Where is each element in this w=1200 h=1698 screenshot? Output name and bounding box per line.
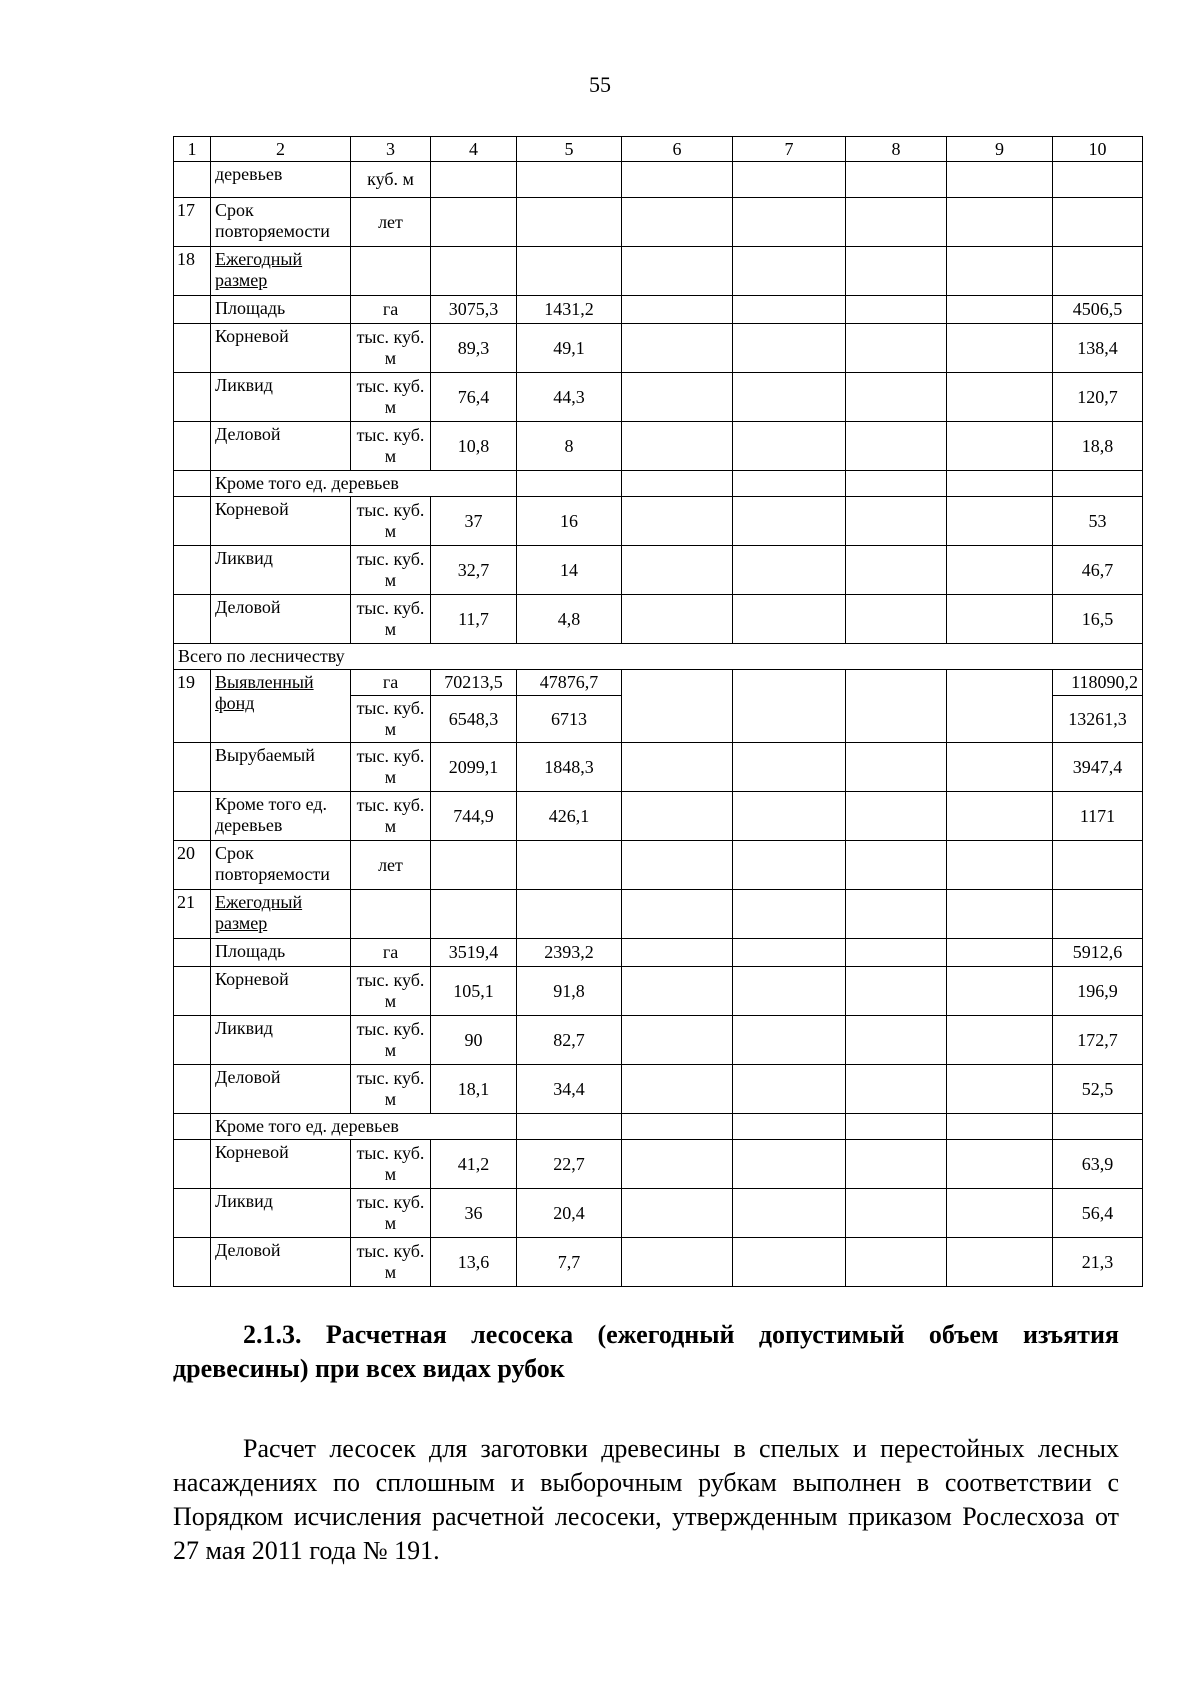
page-number: 55	[589, 72, 611, 97]
empty-cell	[622, 1140, 733, 1189]
unit-cell: лет	[351, 841, 431, 890]
empty-cell	[733, 792, 846, 841]
empty-cell	[733, 1016, 846, 1065]
indicator-name-cell: деревьев	[211, 162, 351, 198]
empty-cell	[947, 162, 1053, 198]
col5-value-cell: 20,4	[517, 1189, 622, 1238]
empty-cell	[733, 162, 846, 198]
table-row	[174, 324, 1143, 373]
indicator-name-cell: Кроме того ед. деревьев	[211, 792, 351, 841]
row-number-cell	[174, 471, 211, 497]
col5-value-cell: 1848,3	[517, 743, 622, 792]
row-number-cell	[174, 1238, 211, 1287]
empty-cell	[846, 890, 947, 939]
empty-cell	[947, 296, 1053, 324]
col5-value-cell: 6713	[517, 696, 622, 743]
total-value-cell: 138,4	[1053, 324, 1143, 373]
col5-value-cell	[517, 198, 622, 247]
col5-value-cell: 47876,7	[517, 670, 622, 696]
empty-cell	[846, 967, 947, 1016]
indicator-name-cell: Ликвид	[211, 1016, 351, 1065]
table-row	[174, 546, 1143, 595]
column-number-cell: 3	[351, 137, 431, 162]
indicator-name-cell: Ежегодный размер	[211, 247, 351, 296]
col5-value-cell: 426,1	[517, 792, 622, 841]
empty-cell	[622, 1114, 733, 1140]
col5-value-cell: 7,7	[517, 1238, 622, 1287]
empty-cell	[846, 939, 947, 967]
col5-value-cell	[517, 890, 622, 939]
empty-cell	[947, 373, 1053, 422]
column-number-cell: 4	[431, 137, 517, 162]
indicator-name-cell: Ликвид	[211, 546, 351, 595]
empty-cell	[622, 743, 733, 792]
unit-cell: тыс. куб. м	[351, 1140, 431, 1189]
table-row	[174, 198, 1143, 247]
row-number-cell	[174, 1016, 211, 1065]
empty-cell	[622, 967, 733, 1016]
empty-cell	[1053, 1114, 1143, 1140]
empty-cell	[622, 841, 733, 890]
col4-value-cell: 744,9	[431, 792, 517, 841]
unit-cell	[351, 890, 431, 939]
col4-value-cell: 18,1	[431, 1065, 517, 1114]
row-number-cell	[174, 939, 211, 967]
row-number-cell	[174, 1189, 211, 1238]
empty-cell	[517, 471, 622, 497]
col4-value-cell: 13,6	[431, 1238, 517, 1287]
empty-cell	[622, 595, 733, 644]
total-value-cell: 172,7	[1053, 1016, 1143, 1065]
empty-cell	[947, 595, 1053, 644]
empty-cell	[733, 373, 846, 422]
row-number-cell	[174, 595, 211, 644]
forest-data-table	[173, 136, 1143, 1287]
indicator-name-cell: Корневой	[211, 1140, 351, 1189]
empty-cell	[622, 1065, 733, 1114]
empty-cell	[947, 198, 1053, 247]
body-paragraph: Расчет лесосек для заготовки древесины в спелых и перестойных лесных насаждениях по сплошным и выборочным рубкам выполнен в соответствии с Порядком исчисления расчетной лесосеки, утвержденным приказом Рослесхоза от 27 мая 2011 года № 191.	[173, 1434, 1119, 1565]
empty-cell	[733, 497, 846, 546]
total-value-cell: 4506,5	[1053, 296, 1143, 324]
col4-value-cell	[431, 247, 517, 296]
table-row	[174, 497, 1143, 546]
row-number-cell	[174, 373, 211, 422]
empty-cell	[622, 497, 733, 546]
col5-value-cell	[517, 162, 622, 198]
empty-cell	[947, 1238, 1053, 1287]
table-header-row	[174, 137, 1143, 162]
indicator-name-cell: Деловой	[211, 422, 351, 471]
col4-value-cell: 3075,3	[431, 296, 517, 324]
indicator-name-cell: Корневой	[211, 967, 351, 1016]
unit-cell: тыс. куб. м	[351, 743, 431, 792]
column-number-cell: 6	[622, 137, 733, 162]
empty-cell	[846, 1016, 947, 1065]
indicator-name-cell: Деловой	[211, 595, 351, 644]
unit-cell: тыс. куб. м	[351, 696, 431, 743]
column-number-cell: 1	[174, 137, 211, 162]
empty-cell	[947, 471, 1053, 497]
empty-cell	[733, 939, 846, 967]
empty-cell	[947, 1016, 1053, 1065]
unit-cell: тыс. куб. м	[351, 1189, 431, 1238]
empty-cell	[622, 890, 733, 939]
empty-cell	[622, 1016, 733, 1065]
table-row	[174, 595, 1143, 644]
table-row	[174, 890, 1143, 939]
empty-cell	[517, 1114, 622, 1140]
indicator-name-cell: Площадь	[211, 296, 351, 324]
empty-cell	[947, 890, 1053, 939]
empty-cell	[947, 247, 1053, 296]
indicator-name-cell: Вырубаемый	[211, 743, 351, 792]
row-number-cell	[174, 162, 211, 198]
indicator-name-cell: Срок повторяемости	[211, 198, 351, 247]
unit-cell: тыс. куб. м	[351, 792, 431, 841]
empty-cell	[947, 792, 1053, 841]
col4-value-cell: 36	[431, 1189, 517, 1238]
total-value-cell: 21,3	[1053, 1238, 1143, 1287]
unit-cell: тыс. куб. м	[351, 324, 431, 373]
total-value-cell: 5912,6	[1053, 939, 1143, 967]
empty-cell	[622, 1189, 733, 1238]
table-row	[174, 373, 1143, 422]
empty-cell	[947, 422, 1053, 471]
total-value-cell	[1053, 198, 1143, 247]
row-number-cell	[174, 967, 211, 1016]
empty-cell	[947, 497, 1053, 546]
unit-cell: тыс. куб. м	[351, 546, 431, 595]
row-number-cell	[174, 296, 211, 324]
unit-cell: га	[351, 296, 431, 324]
row-number-cell: 18	[174, 247, 211, 296]
empty-cell	[947, 670, 1053, 743]
total-value-cell	[1053, 890, 1143, 939]
col4-value-cell	[431, 198, 517, 247]
row-number-cell	[174, 1065, 211, 1114]
empty-cell	[846, 373, 947, 422]
empty-cell	[733, 546, 846, 595]
col5-value-cell: 4,8	[517, 595, 622, 644]
empty-cell	[846, 162, 947, 198]
col5-value-cell: 8	[517, 422, 622, 471]
col5-value-cell: 14	[517, 546, 622, 595]
col4-value-cell: 2099,1	[431, 743, 517, 792]
table-row	[174, 1114, 1143, 1140]
total-value-cell: 120,7	[1053, 373, 1143, 422]
table-row	[174, 792, 1143, 841]
col5-value-cell	[517, 247, 622, 296]
unit-cell: тыс. куб. м	[351, 422, 431, 471]
empty-cell	[733, 1114, 846, 1140]
col4-value-cell: 90	[431, 1016, 517, 1065]
empty-cell	[622, 1238, 733, 1287]
table-row	[174, 247, 1143, 296]
empty-cell	[846, 1189, 947, 1238]
total-value-cell	[1053, 162, 1143, 198]
empty-cell	[846, 1114, 947, 1140]
table-row	[174, 1140, 1143, 1189]
indicator-name-cell: Площадь	[211, 939, 351, 967]
empty-cell	[733, 743, 846, 792]
col5-value-cell: 1431,2	[517, 296, 622, 324]
row-number-cell	[174, 743, 211, 792]
col4-value-cell: 89,3	[431, 324, 517, 373]
empty-cell	[622, 422, 733, 471]
col5-value-cell: 2393,2	[517, 939, 622, 967]
total-value-cell: 56,4	[1053, 1189, 1143, 1238]
col5-value-cell: 91,8	[517, 967, 622, 1016]
total-value-cell: 46,7	[1053, 546, 1143, 595]
empty-cell	[846, 422, 947, 471]
indicator-name-cell: Корневой	[211, 497, 351, 546]
row-number-cell	[174, 1140, 211, 1189]
column-number-cell: 2	[211, 137, 351, 162]
col5-value-cell	[517, 841, 622, 890]
empty-cell	[947, 841, 1053, 890]
column-number-cell: 5	[517, 137, 622, 162]
unit-cell: тыс. куб. м	[351, 595, 431, 644]
empty-cell	[622, 373, 733, 422]
empty-cell	[846, 670, 947, 743]
column-number-cell: 8	[846, 137, 947, 162]
col5-value-cell: 22,7	[517, 1140, 622, 1189]
empty-cell	[733, 247, 846, 296]
empty-cell	[846, 198, 947, 247]
subgroup-label-cell: Кроме того ед. деревьев	[211, 471, 517, 497]
empty-cell	[947, 1189, 1053, 1238]
row-number-cell	[174, 792, 211, 841]
col4-value-cell: 37	[431, 497, 517, 546]
empty-cell	[733, 324, 846, 373]
total-value-cell	[1053, 247, 1143, 296]
total-value-cell: 18,8	[1053, 422, 1143, 471]
empty-cell	[733, 890, 846, 939]
column-number-cell: 7	[733, 137, 846, 162]
row-number-cell	[174, 546, 211, 595]
empty-cell	[733, 296, 846, 324]
col4-value-cell: 3519,4	[431, 939, 517, 967]
empty-cell	[733, 422, 846, 471]
total-value-cell: 52,5	[1053, 1065, 1143, 1114]
empty-cell	[622, 247, 733, 296]
empty-cell	[846, 792, 947, 841]
unit-cell: га	[351, 670, 431, 696]
row-number-cell	[174, 422, 211, 471]
column-number-cell: 10	[1053, 137, 1143, 162]
col5-value-cell: 44,3	[517, 373, 622, 422]
empty-cell	[846, 1140, 947, 1189]
table-row	[174, 471, 1143, 497]
row-number-cell: 21	[174, 890, 211, 939]
col5-value-cell: 49,1	[517, 324, 622, 373]
table-row	[174, 967, 1143, 1016]
unit-cell: тыс. куб. м	[351, 967, 431, 1016]
total-value-cell: 196,9	[1053, 967, 1143, 1016]
empty-cell	[622, 670, 733, 743]
empty-cell	[622, 792, 733, 841]
empty-cell	[947, 1114, 1053, 1140]
section-heading: 2.1.3. Расчетная лесосека (ежегодный допустимый объем изъятия древесины) при всех видах рубок	[173, 1320, 1119, 1383]
empty-cell	[846, 841, 947, 890]
empty-cell	[733, 841, 846, 890]
col4-value-cell: 10,8	[431, 422, 517, 471]
unit-cell: тыс. куб. м	[351, 1238, 431, 1287]
row-number-cell: 19	[174, 670, 211, 743]
col4-value-cell	[431, 162, 517, 198]
table-row	[174, 939, 1143, 967]
empty-cell	[622, 198, 733, 247]
row-number-cell: 17	[174, 198, 211, 247]
empty-cell	[622, 162, 733, 198]
empty-cell	[622, 939, 733, 967]
unit-cell: куб. м	[351, 162, 431, 198]
empty-cell	[947, 1140, 1053, 1189]
unit-cell: га	[351, 939, 431, 967]
table-row	[174, 743, 1143, 792]
table-section-row	[174, 644, 1143, 670]
empty-cell	[846, 471, 947, 497]
unit-cell: тыс. куб. м	[351, 1065, 431, 1114]
empty-cell	[733, 198, 846, 247]
total-value-cell: 118090,2	[1053, 670, 1143, 696]
unit-cell: лет	[351, 198, 431, 247]
total-value-cell: 3947,4	[1053, 743, 1143, 792]
section-label-cell: Всего по лесничеству	[174, 644, 1143, 670]
indicator-name-cell: Ликвид	[211, 373, 351, 422]
col5-value-cell: 82,7	[517, 1016, 622, 1065]
unit-cell: тыс. куб. м	[351, 373, 431, 422]
empty-cell	[622, 324, 733, 373]
col4-value-cell: 76,4	[431, 373, 517, 422]
empty-cell	[846, 1238, 947, 1287]
empty-cell	[622, 296, 733, 324]
empty-cell	[846, 743, 947, 792]
empty-cell	[733, 1238, 846, 1287]
empty-cell	[846, 324, 947, 373]
empty-cell	[733, 1065, 846, 1114]
column-number-cell: 9	[947, 137, 1053, 162]
col4-value-cell: 70213,5	[431, 670, 517, 696]
subgroup-label-cell: Кроме того ед. деревьев	[211, 1114, 517, 1140]
col4-value-cell	[431, 841, 517, 890]
empty-cell	[1053, 471, 1143, 497]
indicator-name-cell: Срок повторяемости	[211, 841, 351, 890]
empty-cell	[733, 595, 846, 644]
table-row	[174, 162, 1143, 198]
table-row	[174, 1065, 1143, 1114]
empty-cell	[733, 967, 846, 1016]
empty-cell	[846, 546, 947, 595]
total-value-cell: 16,5	[1053, 595, 1143, 644]
empty-cell	[947, 967, 1053, 1016]
indicator-name-cell: Ежегодный размер	[211, 890, 351, 939]
empty-cell	[846, 296, 947, 324]
indicator-name-cell: Деловой	[211, 1065, 351, 1114]
row-number-cell	[174, 1114, 211, 1140]
empty-cell	[622, 546, 733, 595]
table-row	[174, 841, 1143, 890]
unit-cell	[351, 247, 431, 296]
table-row	[174, 1016, 1143, 1065]
col4-value-cell: 11,7	[431, 595, 517, 644]
table-row	[174, 296, 1143, 324]
row-number-cell	[174, 497, 211, 546]
row-number-cell	[174, 324, 211, 373]
col4-value-cell: 6548,3	[431, 696, 517, 743]
indicator-name-cell: Корневой	[211, 324, 351, 373]
empty-cell	[947, 939, 1053, 967]
empty-cell	[846, 595, 947, 644]
empty-cell	[733, 471, 846, 497]
empty-cell	[846, 497, 947, 546]
total-value-cell: 53	[1053, 497, 1143, 546]
col4-value-cell: 41,2	[431, 1140, 517, 1189]
empty-cell	[947, 1065, 1053, 1114]
table-row	[174, 670, 1143, 696]
empty-cell	[947, 546, 1053, 595]
empty-cell	[846, 247, 947, 296]
empty-cell	[733, 670, 846, 743]
table-row	[174, 1238, 1143, 1287]
col5-value-cell: 34,4	[517, 1065, 622, 1114]
col4-value-cell	[431, 890, 517, 939]
col4-value-cell: 105,1	[431, 967, 517, 1016]
table-row	[174, 422, 1143, 471]
empty-cell	[622, 471, 733, 497]
col4-value-cell: 32,7	[431, 546, 517, 595]
indicator-name-cell: Ликвид	[211, 1189, 351, 1238]
total-value-cell: 63,9	[1053, 1140, 1143, 1189]
row-number-cell: 20	[174, 841, 211, 890]
table-row	[174, 1189, 1143, 1238]
col5-value-cell: 16	[517, 497, 622, 546]
unit-cell: тыс. куб. м	[351, 497, 431, 546]
empty-cell	[733, 1189, 846, 1238]
indicator-name-cell: Деловой	[211, 1238, 351, 1287]
unit-cell: тыс. куб. м	[351, 1016, 431, 1065]
total-value-cell: 13261,3	[1053, 696, 1143, 743]
indicator-name-cell: Выявленный фонд	[211, 670, 351, 743]
total-value-cell	[1053, 841, 1143, 890]
empty-cell	[947, 324, 1053, 373]
empty-cell	[846, 1065, 947, 1114]
empty-cell	[733, 1140, 846, 1189]
empty-cell	[947, 743, 1053, 792]
total-value-cell: 1171	[1053, 792, 1143, 841]
